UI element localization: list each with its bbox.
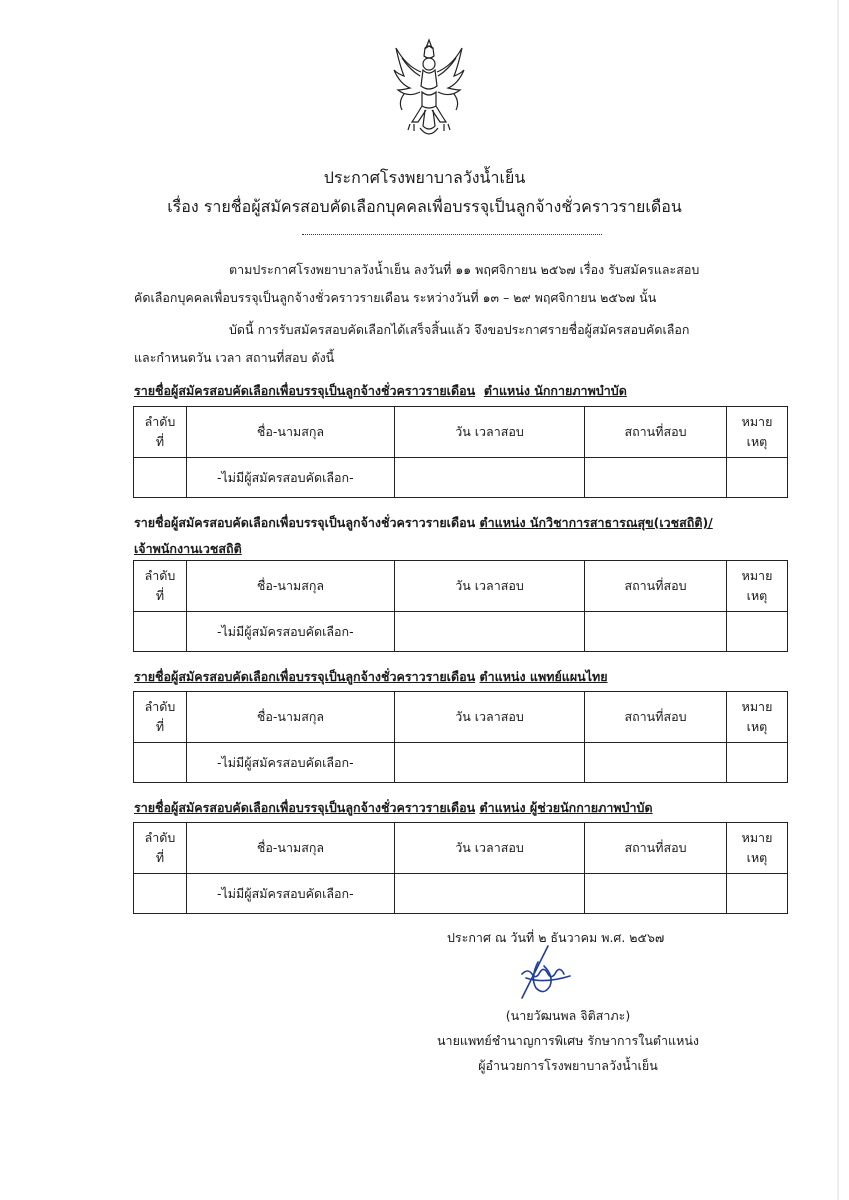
notice-line-1: บัดนี้ การรับสมัครสอบคัดเลือกได้เสร็จสิ้นแล้ว จึงขอประกาศรายชื่อผู้สมัครสอบคัดเลือก	[229, 322, 690, 337]
table-header-row: ลำดับ ที่ ชื่อ-นามสกุล วัน เวลาสอบ สถานที่สอบ หมาย เหตุ	[134, 407, 788, 458]
table-header-row: ลำดับ ที่ ชื่อ-นามสกุล วัน เวลาสอบ สถานที่สอบ หมาย เหตุ	[134, 561, 788, 612]
section-title-1: รายชื่อผู้สมัครสอบคัดเลือกเพื่อบรรจุเป็นลูกจ้างชั่วคราวรายเดือน ตำแหน่ง นักกายภาพบำบัด	[134, 383, 627, 398]
signature-icon	[508, 944, 580, 1000]
applicant-table-2	[133, 560, 788, 652]
section-title-3: รายชื่อผู้สมัครสอบคัดเลือกเพื่อบรรจุเป็นลูกจ้างชั่วคราวรายเดือน ตำแหน่ง แพทย์แผนไทย	[134, 669, 608, 684]
section-title-2: รายชื่อผู้สมัครสอบคัดเลือกเพื่อบรรจุเป็นลูกจ้างชั่วคราวรายเดือน ตำแหน่ง นักวิชาการสาธารณสุข(เวชสถิติ)/ เจ้าพนักงานเวชสถิติ	[134, 515, 713, 556]
table-row: -ไม่มีผู้สมัครสอบคัดเลือก-	[134, 743, 788, 783]
applicant-table-3	[133, 691, 788, 783]
announcement-date: ประกาศ ณ วันที่ ๒ ธันวาคม พ.ศ. ๒๕๖๗	[447, 930, 665, 945]
table-header-row: ลำดับ ที่ ชื่อ-นามสกุล วัน เวลาสอบ สถานที่สอบ หมาย เหตุ	[134, 692, 788, 743]
intro-line-2: คัดเลือกบุคคลเพื่อบรรจุเป็นลูกจ้างชั่วคราวรายเดือน ระหว่างวันที่ ๑๓ – ๒๙ พฤศจิกายน ๒๕๖๗ นั้น	[134, 290, 657, 305]
signer-name: (นายวัฒนพล จิติสาภะ)	[505, 1008, 631, 1023]
signer-title: นายแพทย์ชำนาญการพิเศษ รักษาการในตำแหน่ง	[437, 1033, 699, 1048]
section-title-4: รายชื่อผู้สมัครสอบคัดเลือกเพื่อบรรจุเป็นลูกจ้างชั่วคราวรายเดือน ตำแหน่ง ผู้ช่วยนักกายภาพบำบัด	[134, 800, 653, 815]
table-row: -ไม่มีผู้สมัครสอบคัดเลือก-	[134, 458, 788, 498]
table-row: -ไม่มีผู้สมัครสอบคัดเลือก-	[134, 874, 788, 914]
intro-line-1: ตามประกาศโรงพยาบาลวังน้ำเย็น ลงวันที่ ๑๑ พฤศจิกายน ๒๕๖๗ เรื่อง รับสมัครและสอบ	[229, 262, 700, 277]
intro-paragraph	[134, 256, 774, 312]
signer-role: ผู้อำนวยการโรงพยาบาลวังน้ำเย็น	[478, 1058, 658, 1073]
garuda-emblem-icon	[392, 36, 466, 142]
applicant-table-4	[133, 822, 788, 914]
announcement-title: ประกาศโรงพยาบาลวังน้ำเย็น	[323, 168, 526, 187]
table-header-row: ลำดับ ที่ ชื่อ-นามสกุล วัน เวลาสอบ สถานที่สอบ หมาย เหตุ	[134, 823, 788, 874]
notice-paragraph	[134, 316, 774, 372]
divider	[302, 234, 602, 235]
table-row: -ไม่มีผู้สมัครสอบคัดเลือก-	[134, 612, 788, 652]
notice-line-2: และกำหนดวัน เวลา สถานที่สอบ ดังนี้	[134, 350, 335, 365]
announcement-subject: เรื่อง รายชื่อผู้สมัครสอบคัดเลือกบุคคลเพื่อบรรจุเป็นลูกจ้างชั่วคราวรายเดือน	[167, 197, 682, 216]
applicant-table-1	[133, 406, 788, 498]
scan-edge	[837, 0, 839, 1200]
